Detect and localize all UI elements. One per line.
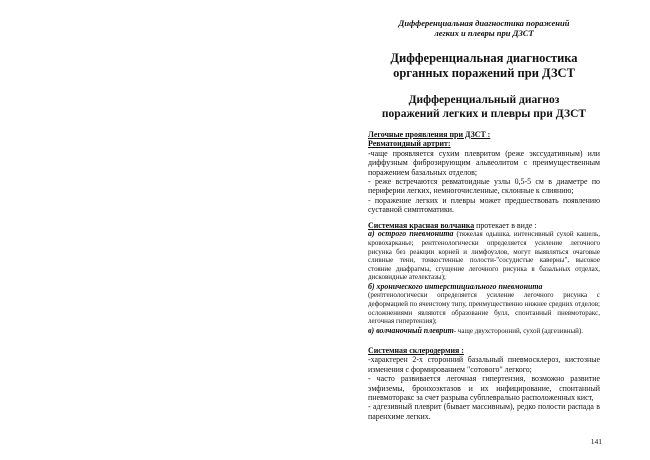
page-title xyxy=(362,51,606,80)
list-item-a xyxy=(368,230,600,282)
heading-tail: протекает в виде : xyxy=(474,221,537,230)
section-title-line2: поражений легких и плевры при ДЗСТ xyxy=(381,107,587,120)
list-item-text: - чаще двухсторонний, сухой (адгезивный). xyxy=(453,326,583,335)
running-header xyxy=(372,18,596,38)
subsection-heading-ra: Ревматоидный артрит: xyxy=(368,139,451,149)
paragraph: - поражение легких и плевры может предшествовать появлению суставной симптоматики. xyxy=(368,195,600,215)
list-item-b-text: (рентгенологически определяется усиление легочного рисунка с деформацией по ячеистому типу, преимущественно нижнее средних отделов; осложнениями являются образование булл, спонтанный пневмоторакс, легочная гипертензия); xyxy=(368,291,600,326)
section-sle xyxy=(368,221,600,335)
list-item-label: а) острого пневмонита xyxy=(368,229,454,239)
section-heading: Системная красная волчанка xyxy=(368,221,475,230)
section-lung-manifestations xyxy=(368,130,600,215)
section-heading: Системная склеродермия : xyxy=(368,346,464,355)
list-item-text: (тяжелая одышка, интенсивный сухой кашель, кровохарканье; рентгенологически определяется усиление легочного рисунка без реакции корней и лимфоузлов, могут выявляться очаговые сливные тени, тонкостенные полости-"сосудистые каверны", высокое стояние диафрагмы, сгущение легочного рисунка в базальных отделах, дисковидные ателектазы); xyxy=(368,230,600,282)
paragraph: -чаще проявляется сухим плевритом (реже экссудативным) или диффузным фиброзирующим альвеолитом с преимущественным поражением базальных отделов; xyxy=(368,148,600,177)
running-header-line2: легких и плевры при ДЗСТ xyxy=(434,28,534,38)
document-page xyxy=(358,0,610,460)
page-title-line2: органных поражений при ДЗСТ xyxy=(393,65,575,80)
list-item-c xyxy=(368,326,600,336)
list-item-label: в) волчаночный плеврит xyxy=(368,325,454,335)
paragraph: - реже встречаются ревматоидные узлы 0,5-5 см в диаметре по периферии легких, немногочисленные, склонные к слиянию; xyxy=(368,177,600,196)
page-number: 141 xyxy=(590,437,602,446)
section-title-line1: Дифференциальный диагноз xyxy=(408,94,560,106)
section-title xyxy=(362,94,606,121)
running-header-line1: Дифференциальная диагностика поражений xyxy=(398,18,570,28)
section-scleroderma xyxy=(368,346,600,421)
paragraph: -характерен 2-х сторонний базальный пневмосклероз, кистозные изменения с формированием "сотового" легкого; xyxy=(368,355,600,374)
page-title-line1: Дифференциальная диагностика xyxy=(390,51,578,65)
paragraph: - часто развивается легочная гипертензия, возможно развитие эмфиземы, бронхоэктазов и их инфицирование, спонтанный пневмоторакс за счет разрыва субплеврально расположенных кист, xyxy=(368,374,600,403)
section-heading: Легочные проявления при ДЗСТ : xyxy=(368,130,491,139)
list-item-b-label: б) хронического интерстициального пневмонита xyxy=(368,281,543,291)
paragraph: - адгезивный плеврит (бывает массивным), редко полости распада в паренхиме легких. xyxy=(368,402,600,421)
